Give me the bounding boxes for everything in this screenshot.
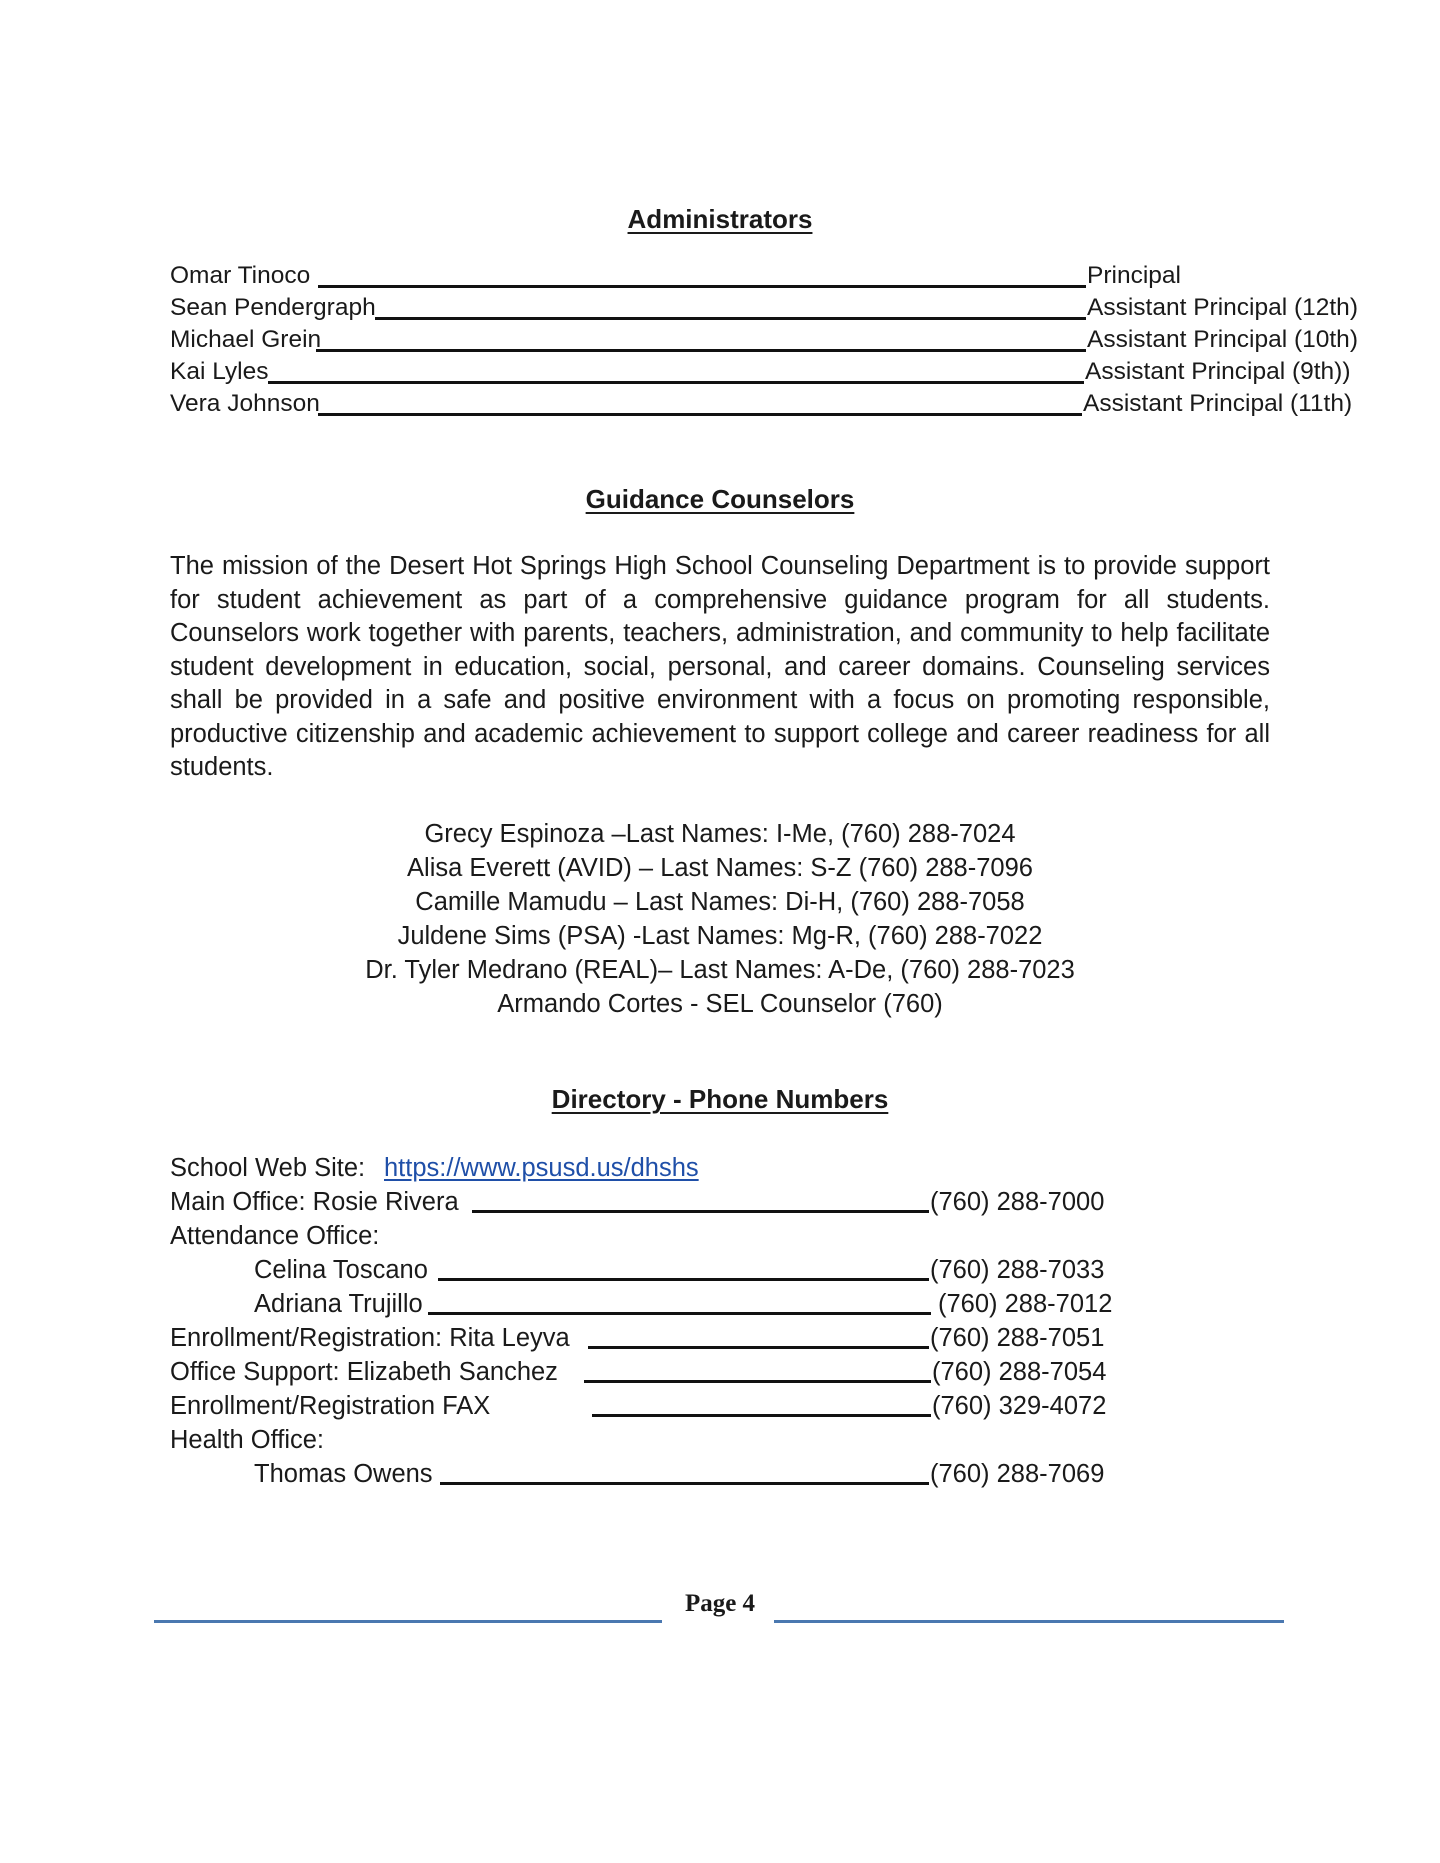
leader-line (316, 349, 1086, 352)
website-label: School Web Site: (170, 1154, 366, 1182)
counselor-entry: Armando Cortes - SEL Counselor (760) (497, 990, 943, 1018)
admin-row (170, 357, 1351, 387)
office-support-phone: (760) 288-7054 (932, 1358, 1107, 1386)
enrollment-phone: (760) 288-7051 (930, 1324, 1105, 1352)
main-office-phone: (760) 288-7000 (930, 1188, 1105, 1216)
admin-role: Assistant Principal (10th) (1087, 326, 1358, 353)
attendance-phone: (760) 288-7012 (938, 1290, 1113, 1318)
admin-row (170, 325, 1358, 355)
admin-role: Assistant Principal (12th) (1087, 294, 1358, 321)
admin-name: Michael Grein (170, 326, 322, 353)
mission-paragraph: The mission of the Desert Hot Springs High School Counseling Department is to provide support for student achievement as part of a comprehensive guidance program for all students. Counselors work together with parents, teachers, administration, and community to help facilitate student development in education, social, personal, and career domains. Counseling services shall be provided in a safe and positive environment with a focus on promoting responsible, productive citizenship and academic achievement to support college and career readiness for all students. (170, 552, 1270, 781)
fax-label: Enrollment/Registration FAX (170, 1392, 491, 1420)
health-office-label: Health Office: (170, 1426, 325, 1454)
admin-row (170, 389, 1353, 419)
admin-name: Omar Tinoco (170, 262, 311, 289)
leader-line (375, 317, 1086, 320)
footer-rule-left (154, 1620, 662, 1623)
attendance-phone: (760) 288-7033 (930, 1256, 1105, 1284)
admin-row (170, 293, 1358, 323)
admin-name: Vera Johnson (170, 390, 320, 417)
admin-name: Sean Pendergraph (170, 294, 376, 321)
enrollment-label: Enrollment/Registration: Rita Leyva (170, 1324, 570, 1352)
directory-heading: Directory - Phone Numbers (551, 1084, 889, 1114)
counselor-entry: Grecy Espinoza –Last Names: I-Me, (760) 288-7024 (424, 820, 1016, 848)
leader-line (588, 1346, 929, 1349)
counselor-entry: Dr. Tyler Medrano (REAL)– Last Names: A-De, (760) 288-7023 (365, 956, 1075, 984)
main-office-label: Main Office: Rosie Rivera (170, 1188, 459, 1216)
office-support-label: Office Support: Elizabeth Sanchez (170, 1358, 558, 1386)
administrators-heading: Administrators (627, 204, 813, 234)
counselor-entry: Alisa Everett (AVID) – Last Names: S-Z (760) 288-7096 (407, 854, 1033, 882)
admin-name: Kai Lyles (170, 358, 269, 385)
fax-number: (760) 329-4072 (932, 1392, 1107, 1420)
page-number: Page 4 (684, 1590, 756, 1617)
leader-line (472, 1210, 929, 1213)
leader-line (318, 413, 1082, 416)
counselor-entry: Juldene Sims (PSA) -Last Names: Mg-R, (760) 288-7022 (397, 922, 1043, 950)
health-contact: Thomas Owens (254, 1460, 433, 1488)
leader-line (438, 1278, 929, 1281)
health-phone: (760) 288-7069 (930, 1460, 1105, 1488)
website-link[interactable]: https://www.psusd.us/dhshs (384, 1154, 699, 1182)
leader-line (318, 285, 1086, 288)
admin-row (170, 261, 1190, 291)
counselor-entry: Camille Mamudu – Last Names: Di-H, (760) 288-7058 (415, 888, 1025, 916)
footer-rule-right (774, 1620, 1284, 1623)
leader-line (268, 381, 1084, 384)
admin-role: Principal (1087, 262, 1181, 289)
leader-line (440, 1482, 929, 1485)
leader-line (584, 1380, 931, 1383)
attendance-label: Attendance Office: (170, 1222, 380, 1250)
admin-role: Assistant Principal (9th)) (1085, 358, 1351, 385)
guidance-heading: Guidance Counselors (585, 484, 855, 514)
attendance-contact: Celina Toscano (254, 1256, 428, 1284)
attendance-contact: Adriana Trujillo (254, 1290, 423, 1318)
admin-role: Assistant Principal (11th) (1083, 390, 1353, 417)
leader-line (592, 1414, 931, 1417)
leader-line (428, 1312, 931, 1315)
